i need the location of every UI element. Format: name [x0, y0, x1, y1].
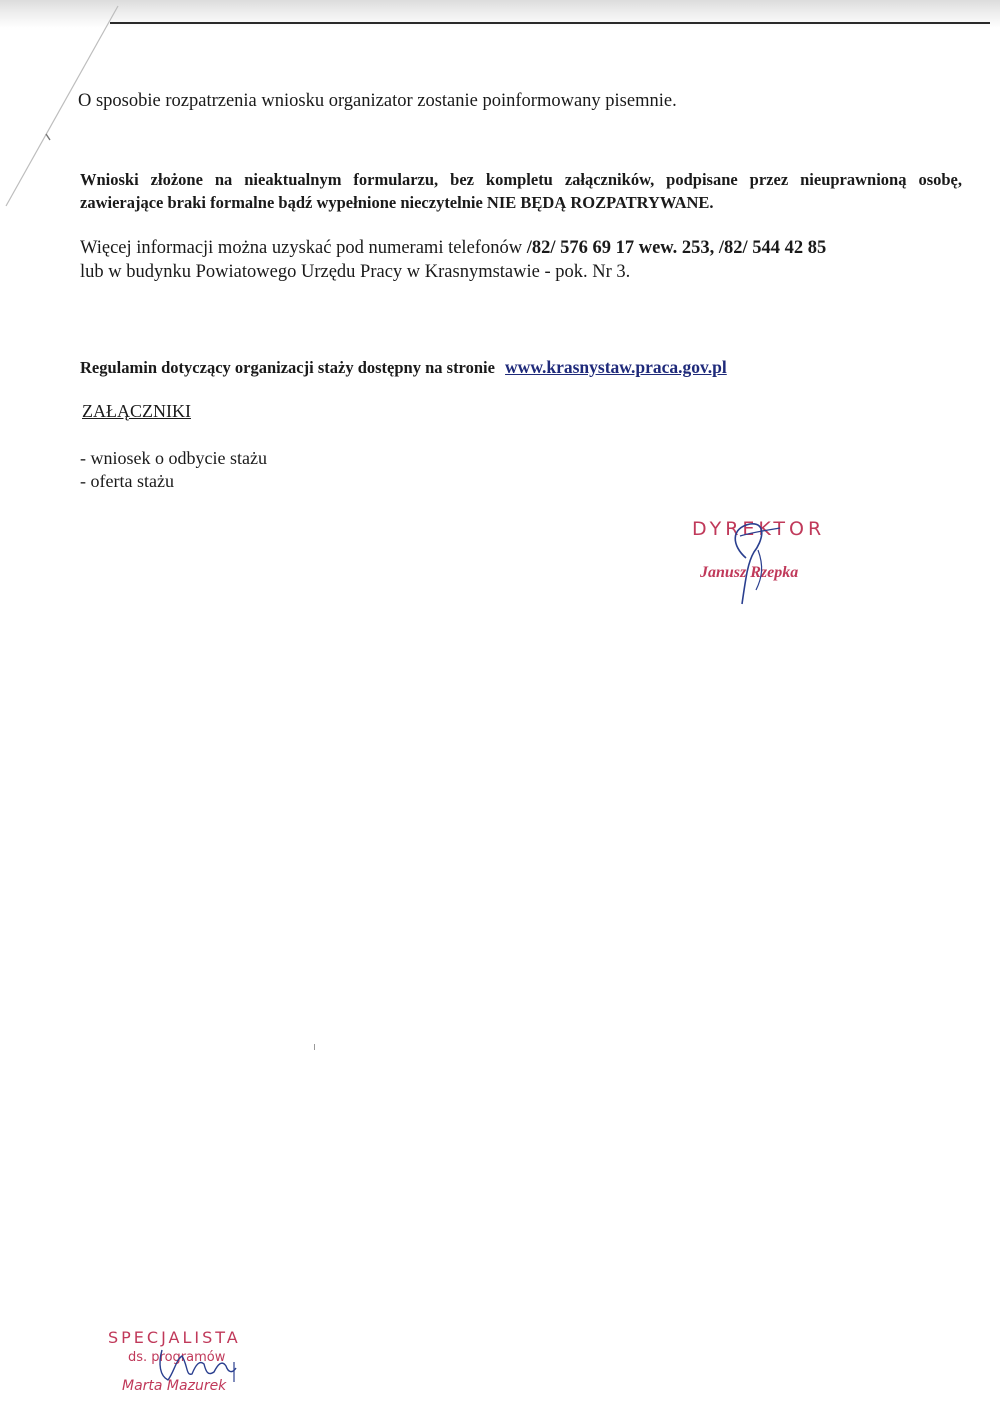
paragraph-regulations — [80, 356, 727, 379]
contact-phones: /82/ 576 69 17 wew. 253, /82/ 544 42 85 — [526, 238, 827, 258]
contact-address: lub w budynku Powiatowego Urzędu Pracy w Krasnymstawie - pok. Nr 3. — [80, 262, 631, 282]
attachment-item: - wniosek o odbycie stażu — [80, 448, 267, 468]
regulations-text: Regulamin dotyczący organizacji staży dostępny na stronie — [80, 358, 495, 377]
scan-speck — [314, 1044, 315, 1050]
specialist-stamp-subtitle: ds. programów — [128, 1350, 226, 1365]
regulations-link[interactable]: www.krasnystaw.praca.gov.pl — [505, 357, 727, 377]
contact-intro: Więcej informacji można uzyskać pod numerami telefonów — [80, 238, 527, 258]
director-stamp — [688, 516, 838, 606]
paragraph-notification: O sposobie rozpatrzenia wniosku organizator zostanie poinformowany pisemnie. — [78, 91, 677, 111]
director-stamp-name: Janusz Rzepka — [700, 564, 799, 581]
attachment-item: - oferta stażu — [80, 471, 174, 491]
specialist-signature — [148, 1342, 248, 1392]
director-signature — [688, 516, 838, 606]
specialist-stamp-title: SPECJALISTA — [108, 1328, 241, 1347]
specialist-stamp — [108, 1328, 268, 1408]
scan-top-line — [110, 22, 990, 24]
director-stamp-title: DYREKTOR — [692, 518, 826, 540]
paragraph-rejection-warning: Wnioski złożone na nieaktualnym formularzu, bez kompletu załączników, podpisane przez nieuprawnioną osobę, zawierające braki formalne bądź wypełnione nieczytelnie NIE BĘDĄ ROZPATRYWANE. — [80, 170, 962, 212]
paragraph-contact — [80, 236, 826, 284]
attachments-heading: ZAŁĄCZNIKI — [82, 401, 191, 421]
specialist-stamp-name: Marta Mazurek — [122, 1378, 227, 1394]
attachments-list — [80, 447, 267, 493]
